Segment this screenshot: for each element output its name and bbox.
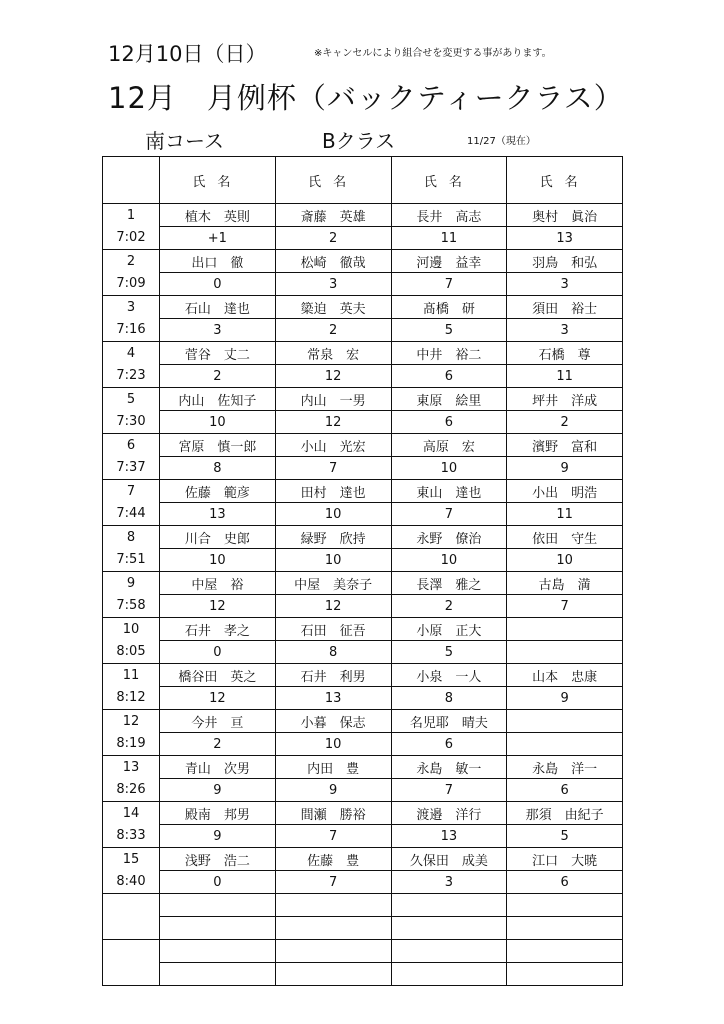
player-score: 3 (507, 273, 623, 296)
player-score: 6 (391, 365, 507, 388)
tee-time: 8:12 (103, 687, 160, 710)
player-score: 3 (160, 319, 276, 342)
player-name: 出口 徹 (160, 250, 276, 273)
group-number: 15 (103, 848, 160, 871)
tee-time: 8:40 (103, 871, 160, 894)
empty-row (103, 917, 623, 940)
player-name: 中屋 裕 (160, 572, 276, 595)
empty-cell (507, 963, 623, 986)
player-score: 12 (160, 687, 276, 710)
player-name: 田村 達也 (275, 480, 391, 503)
group-number: 12 (103, 710, 160, 733)
group-number: 11 (103, 664, 160, 687)
table-header-row (103, 157, 623, 204)
group-name-row (103, 802, 623, 825)
player-score: 10 (391, 457, 507, 480)
player-score: 10 (160, 411, 276, 434)
player-name: 松崎 徹哉 (275, 250, 391, 273)
player-name: 常泉 宏 (275, 342, 391, 365)
player-score: 2 (160, 365, 276, 388)
group-score-row (103, 871, 623, 894)
player-name: 内田 豊 (275, 756, 391, 779)
player-score: 2 (160, 733, 276, 756)
header-name-3: 氏名 (391, 157, 507, 204)
class-name: Bクラス (322, 129, 396, 153)
player-name: 石井 孝之 (160, 618, 276, 641)
player-name (507, 710, 623, 733)
group-score-row (103, 733, 623, 756)
player-name: 髙橋 研 (391, 296, 507, 319)
empty-cell (160, 940, 276, 963)
player-name: 久保田 成美 (391, 848, 507, 871)
group-number: 9 (103, 572, 160, 595)
pairing-table-body (103, 157, 623, 986)
player-name: 橋谷田 英之 (160, 664, 276, 687)
player-score: 7 (391, 273, 507, 296)
player-score (507, 733, 623, 756)
player-score: 6 (507, 779, 623, 802)
event-date: 12月10日（日） (108, 42, 267, 66)
empty-number-cell (103, 940, 160, 963)
player-score: 0 (160, 641, 276, 664)
player-name: 山本 忠康 (507, 664, 623, 687)
course-name: 南コース (145, 129, 224, 153)
tee-time: 8:19 (103, 733, 160, 756)
player-score: 11 (507, 503, 623, 526)
player-name: 中井 裕二 (391, 342, 507, 365)
player-score: 3 (507, 319, 623, 342)
player-score: 7 (275, 457, 391, 480)
group-score-row (103, 779, 623, 802)
player-name: 石山 達也 (160, 296, 276, 319)
player-score: 12 (275, 595, 391, 618)
player-name: 青山 次男 (160, 756, 276, 779)
tee-time: 7:30 (103, 411, 160, 434)
empty-cell (160, 894, 276, 917)
empty-number-cell (103, 917, 160, 940)
player-name: 小暮 保志 (275, 710, 391, 733)
player-name: 緑野 欣持 (275, 526, 391, 549)
group-name-row (103, 250, 623, 273)
player-name: 永島 洋一 (507, 756, 623, 779)
cancellation-note: ※キャンセルにより組合せを変更する事があります。 (314, 48, 552, 59)
header-name-1: 氏名 (160, 157, 276, 204)
group-name-row (103, 710, 623, 733)
player-name: 高原 宏 (391, 434, 507, 457)
group-score-row (103, 457, 623, 480)
tee-time: 7:58 (103, 595, 160, 618)
group-name-row (103, 664, 623, 687)
player-name: 殿南 邦男 (160, 802, 276, 825)
player-name: 石田 征吾 (275, 618, 391, 641)
player-name: 小泉 一人 (391, 664, 507, 687)
empty-cell (391, 894, 507, 917)
player-score: 5 (391, 319, 507, 342)
player-name: 東原 絵里 (391, 388, 507, 411)
player-score: 2 (275, 319, 391, 342)
group-number: 1 (103, 204, 160, 227)
player-score: 9 (160, 779, 276, 802)
player-name: 長澤 雅之 (391, 572, 507, 595)
page-title: 12月 月例杯（バックティークラス） (108, 81, 624, 115)
group-score-row (103, 549, 623, 572)
tee-time: 8:26 (103, 779, 160, 802)
player-score: 9 (275, 779, 391, 802)
group-number: 14 (103, 802, 160, 825)
group-name-row (103, 618, 623, 641)
group-number: 5 (103, 388, 160, 411)
player-score: 10 (275, 733, 391, 756)
player-score: 5 (391, 641, 507, 664)
tee-time: 7:09 (103, 273, 160, 296)
tee-time: 8:33 (103, 825, 160, 848)
group-score-row (103, 273, 623, 296)
player-name: 永野 僚治 (391, 526, 507, 549)
tee-time: 7:37 (103, 457, 160, 480)
empty-cell (507, 917, 623, 940)
player-score: 2 (391, 595, 507, 618)
group-name-row (103, 526, 623, 549)
player-name: 濱野 富和 (507, 434, 623, 457)
player-name: 小原 正大 (391, 618, 507, 641)
player-score: 9 (507, 687, 623, 710)
player-name: 内山 佐知子 (160, 388, 276, 411)
player-score: 9 (160, 825, 276, 848)
empty-cell (275, 894, 391, 917)
player-score: 10 (507, 549, 623, 572)
player-name: 古島 満 (507, 572, 623, 595)
group-name-row (103, 388, 623, 411)
player-name: 宮原 慎一郎 (160, 434, 276, 457)
player-name (507, 618, 623, 641)
player-score: 11 (391, 227, 507, 250)
player-name: 東山 達也 (391, 480, 507, 503)
player-score: 7 (275, 871, 391, 894)
empty-row (103, 940, 623, 963)
group-score-row (103, 825, 623, 848)
player-name: 簗迫 英夫 (275, 296, 391, 319)
player-score: 7 (391, 503, 507, 526)
player-score: 10 (160, 549, 276, 572)
player-score: 6 (391, 411, 507, 434)
player-name: 佐藤 範彦 (160, 480, 276, 503)
group-number: 3 (103, 296, 160, 319)
tee-time: 7:02 (103, 227, 160, 250)
player-name: 今井 亘 (160, 710, 276, 733)
empty-cell (507, 894, 623, 917)
empty-number-cell (103, 963, 160, 986)
group-number: 2 (103, 250, 160, 273)
empty-cell (391, 917, 507, 940)
player-score: 12 (275, 411, 391, 434)
player-score: 2 (507, 411, 623, 434)
tee-time: 7:23 (103, 365, 160, 388)
header-name-4: 氏名 (507, 157, 623, 204)
player-score: 8 (275, 641, 391, 664)
player-score: 13 (507, 227, 623, 250)
player-name: 中屋 美奈子 (275, 572, 391, 595)
group-score-row (103, 411, 623, 434)
group-number: 6 (103, 434, 160, 457)
player-name: 奥村 眞治 (507, 204, 623, 227)
player-name: 浅野 浩二 (160, 848, 276, 871)
player-name: 名児耶 晴夫 (391, 710, 507, 733)
group-name-row (103, 480, 623, 503)
group-score-row (103, 319, 623, 342)
player-score: 11 (507, 365, 623, 388)
player-score: 13 (160, 503, 276, 526)
player-name: 石橋 尊 (507, 342, 623, 365)
empty-cell (160, 963, 276, 986)
player-name: 小山 光宏 (275, 434, 391, 457)
player-name: 石井 利男 (275, 664, 391, 687)
player-name: 羽鳥 和弘 (507, 250, 623, 273)
player-name: 那須 由紀子 (507, 802, 623, 825)
player-name: 河邊 益幸 (391, 250, 507, 273)
empty-cell (391, 963, 507, 986)
player-name: 菅谷 丈二 (160, 342, 276, 365)
group-number: 7 (103, 480, 160, 503)
player-score: 0 (160, 273, 276, 296)
header-name-2: 氏名 (275, 157, 391, 204)
player-score: 10 (391, 549, 507, 572)
group-score-row (103, 687, 623, 710)
group-score-row (103, 365, 623, 388)
group-number: 8 (103, 526, 160, 549)
player-score: 10 (275, 503, 391, 526)
group-name-row (103, 204, 623, 227)
player-score: 7 (507, 595, 623, 618)
group-name-row (103, 848, 623, 871)
player-name: 須田 裕士 (507, 296, 623, 319)
player-score: 7 (391, 779, 507, 802)
group-name-row (103, 296, 623, 319)
empty-cell (391, 940, 507, 963)
player-name: 依田 守生 (507, 526, 623, 549)
empty-cell (275, 940, 391, 963)
player-score (507, 641, 623, 664)
tee-time: 8:05 (103, 641, 160, 664)
header-blank-cell (103, 157, 160, 204)
player-name: 川合 史郎 (160, 526, 276, 549)
player-score: 13 (391, 825, 507, 848)
empty-row (103, 894, 623, 917)
player-name: 佐藤 豊 (275, 848, 391, 871)
player-score: 10 (275, 549, 391, 572)
empty-cell (507, 940, 623, 963)
tee-time: 7:51 (103, 549, 160, 572)
player-name: 内山 一男 (275, 388, 391, 411)
empty-cell (275, 963, 391, 986)
player-score: 8 (160, 457, 276, 480)
player-score: 12 (160, 595, 276, 618)
group-score-row (103, 227, 623, 250)
player-score: 7 (275, 825, 391, 848)
player-score: 0 (160, 871, 276, 894)
group-name-row (103, 342, 623, 365)
tee-time: 7:44 (103, 503, 160, 526)
player-score: 13 (275, 687, 391, 710)
empty-cell (160, 917, 276, 940)
as-of-date: 11/27（現在） (467, 136, 536, 147)
player-name: 斎藤 英雄 (275, 204, 391, 227)
player-score: 2 (275, 227, 391, 250)
player-name: 渡邉 洋行 (391, 802, 507, 825)
player-score: 6 (391, 733, 507, 756)
player-score: 6 (507, 871, 623, 894)
player-score: 5 (507, 825, 623, 848)
tee-time: 7:16 (103, 319, 160, 342)
player-name: 坪井 洋成 (507, 388, 623, 411)
player-score: +1 (160, 227, 276, 250)
group-number: 4 (103, 342, 160, 365)
group-number: 13 (103, 756, 160, 779)
player-name: 間瀬 勝裕 (275, 802, 391, 825)
group-score-row (103, 641, 623, 664)
pairing-table (102, 156, 623, 986)
player-score: 9 (507, 457, 623, 480)
player-score: 3 (275, 273, 391, 296)
empty-row (103, 963, 623, 986)
empty-cell (275, 917, 391, 940)
empty-number-cell (103, 894, 160, 917)
player-score: 12 (275, 365, 391, 388)
player-name: 長井 高志 (391, 204, 507, 227)
group-name-row (103, 756, 623, 779)
group-name-row (103, 434, 623, 457)
player-name: 江口 大暁 (507, 848, 623, 871)
player-name: 植木 英則 (160, 204, 276, 227)
group-score-row (103, 503, 623, 526)
player-name: 小出 明浩 (507, 480, 623, 503)
group-score-row (103, 595, 623, 618)
player-score: 3 (391, 871, 507, 894)
player-score: 8 (391, 687, 507, 710)
player-name: 永島 敏一 (391, 756, 507, 779)
group-number: 10 (103, 618, 160, 641)
group-name-row (103, 572, 623, 595)
